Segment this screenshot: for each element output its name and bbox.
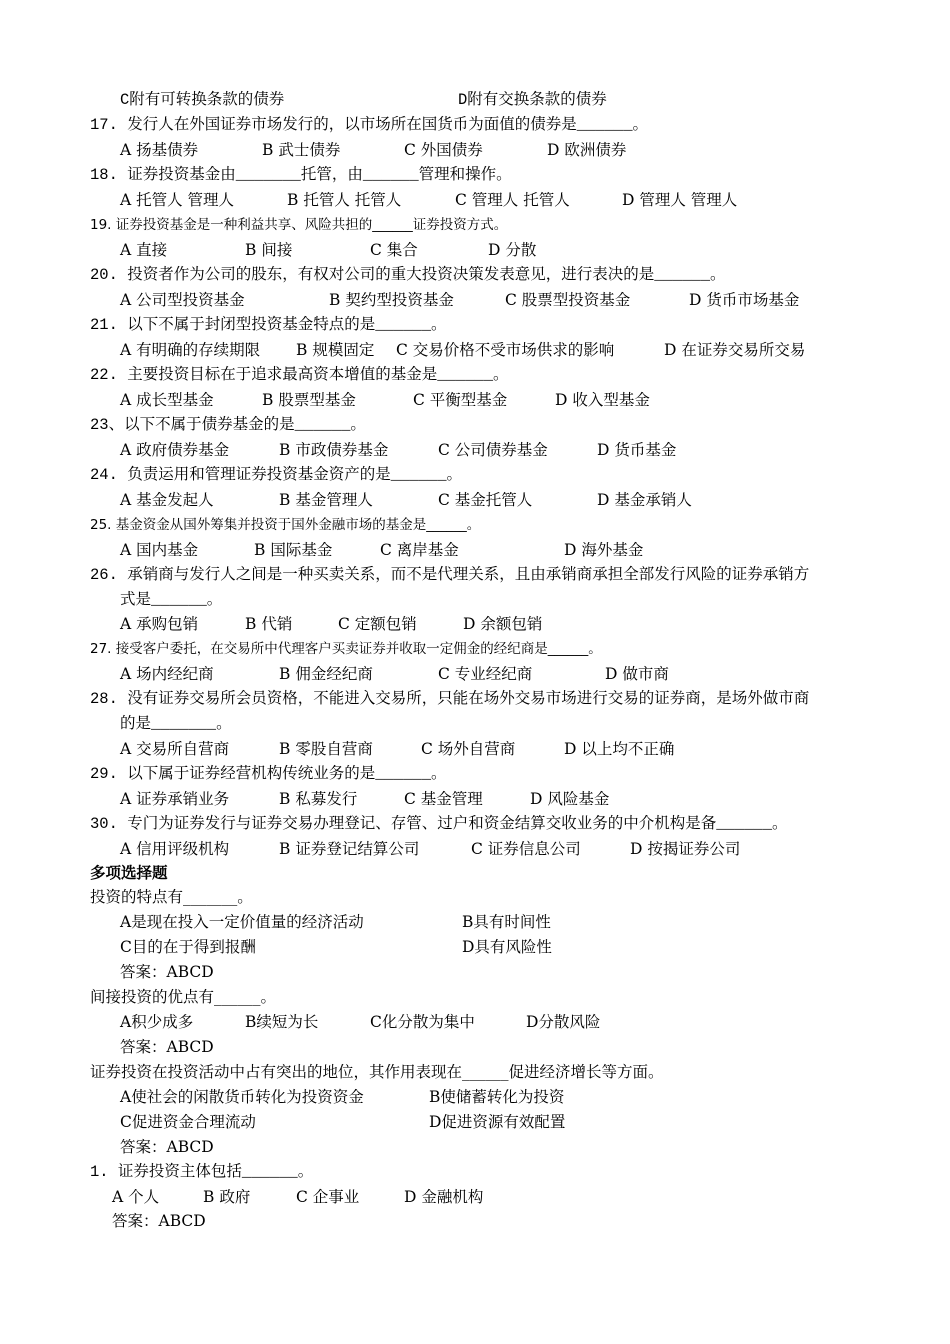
q25-option-d: D 海外基金: [564, 541, 644, 559]
question-17: 17. 发行人在外国证券市场发行的，以市场所在国货币为面值的债券是______。: [90, 116, 649, 134]
m1-option-a: A是现在投入一定价值量的经济活动: [120, 913, 364, 931]
q28-option-c: C 场外自营商: [421, 740, 516, 758]
question-27: 27. 接受客户委托，在交易所中代理客户买卖证券并收取一定佣金的经纪商是______。: [90, 641, 602, 657]
question-22: 22. 主要投资目标在于追求最高资本增值的基金是______。: [90, 366, 509, 384]
multi-question-1: 投资的特点有_______。: [90, 888, 253, 906]
section-heading-multiple-choice: 多项选择题: [90, 864, 168, 882]
q29-option-a: A 证券承销业务: [120, 790, 230, 808]
m2-option-b: B续短为长: [245, 1013, 319, 1031]
q25-option-b: B 国际基金: [254, 541, 333, 559]
question-29: 29. 以下属于证券经营机构传统业务的是______。: [90, 765, 447, 783]
q28-option-b: B 零股自营商: [279, 740, 373, 758]
multi-question-2: 间接投资的优点有______。: [90, 988, 277, 1006]
q21-option-b: B 规模固定: [296, 341, 375, 359]
m2-option-d: D分散风险: [526, 1013, 601, 1031]
q30-option-d: D 按揭证券公司: [630, 840, 741, 858]
q19-option-b: B 间接: [245, 241, 293, 259]
q23-option-d: D 货币基金: [597, 441, 677, 459]
multi-question-4: 1. 证券投资主体包括______。: [90, 1163, 314, 1181]
q26-option-d: D 余额包销: [463, 615, 543, 633]
m1-answer: 答案：ABCD: [120, 963, 214, 981]
q22-option-d: D 收入型基金: [555, 391, 650, 409]
q21-option-d: D 在证券交易所交易: [664, 341, 806, 359]
q20-option-a: A 公司型投资基金: [120, 291, 245, 309]
q30-option-a: A 信用评级机构: [120, 840, 230, 858]
m4-option-c: C 企事业: [296, 1188, 360, 1206]
q27-option-d: D 做市商: [605, 665, 669, 683]
q17-option-d: D 欧洲债券: [547, 141, 627, 159]
m3-option-d: D促进资源有效配置: [429, 1113, 566, 1131]
q19-option-c: C 集合: [370, 241, 418, 259]
m3-option-b: B使储蓄转化为投资: [429, 1088, 565, 1106]
q18-option-b: B 托管人 托管人: [287, 191, 402, 209]
q22-option-c: C 平衡型基金: [413, 391, 508, 409]
q20-option-d: D 货币市场基金: [689, 291, 800, 309]
m1-option-c: C目的在于得到报酬: [120, 938, 256, 956]
m2-option-a: A积少成多: [120, 1013, 194, 1031]
q27-option-a: A 场内经纪商: [120, 665, 214, 683]
q23-option-a: A 政府债券基金: [120, 441, 230, 459]
q27-option-c: C 专业经纪商: [438, 665, 533, 683]
q25-option-c: C 离岸基金: [380, 541, 459, 559]
m2-option-c: C化分散为集中: [370, 1013, 475, 1031]
q19-option-d: D 分散: [488, 241, 537, 259]
q30-option-b: B 证券登记结算公司: [279, 840, 420, 858]
q16-option-c: C附有可转换条款的债券: [120, 91, 285, 109]
q29-option-d: D 风险基金: [530, 790, 610, 808]
q24-option-c: C 基金托管人: [438, 491, 533, 509]
q29-option-c: C 基金管理: [404, 790, 483, 808]
question-26-cont: 式是______。: [120, 591, 223, 609]
m3-option-a: A使社会的闲散货币转化为投资资金: [120, 1088, 364, 1106]
question-30: 30. 专门为证券发行与证券交易办理登记、存管、过户和资金结算交收业务的中介机构是备______。: [90, 815, 788, 833]
question-25: 25. 基金资金从国外筹集并投资于国外金融市场的基金是______。: [90, 517, 481, 533]
q24-option-b: B 基金管理人: [279, 491, 373, 509]
q24-option-d: D 基金承销人: [597, 491, 692, 509]
q16-option-d: D附有交换条款的债券: [458, 91, 607, 109]
q28-option-a: A 交易所自营商: [120, 740, 230, 758]
q30-option-c: C 证券信息公司: [471, 840, 581, 858]
question-20: 20. 投资者作为公司的股东，有权对公司的重大投资决策发表意见，进行表决的是______。: [90, 266, 726, 284]
m4-option-b: B 政府: [203, 1188, 251, 1206]
q19-option-a: A 直接: [120, 241, 168, 259]
q22-option-a: A 成长型基金: [120, 391, 214, 409]
q17-option-b: B 武士债券: [262, 141, 341, 159]
m2-answer: 答案：ABCD: [120, 1038, 214, 1056]
question-28-cont: 的是_______。: [120, 715, 232, 733]
q28-option-d: D 以上均不正确: [564, 740, 675, 758]
multi-question-3: 证券投资在投资活动中占有突出的地位，其作用表现在______促进经济增长等方面。: [90, 1063, 664, 1081]
q18-option-c: C 管理人 托管人: [455, 191, 570, 209]
q26-option-a: A 承购包销: [120, 615, 199, 633]
q26-option-b: B 代销: [245, 615, 293, 633]
q20-option-c: C 股票型投资基金: [505, 291, 631, 309]
q26-option-c: C 定额包销: [338, 615, 417, 633]
q17-option-c: C 外国债券: [404, 141, 483, 159]
q23-option-c: C 公司债券基金: [438, 441, 548, 459]
q27-option-b: B 佣金经纪商: [279, 665, 373, 683]
q25-option-a: A 国内基金: [120, 541, 199, 559]
q17-option-a: A 扬基债券: [120, 141, 199, 159]
q20-option-b: B 契约型投资基金: [329, 291, 454, 309]
m4-option-d: D 金融机构: [404, 1188, 484, 1206]
question-28: 28. 没有证券交易所会员资格，不能进入交易所，只能在场外交易市场进行交易的证券商，是场外做市商: [90, 690, 810, 708]
question-23: 23、以下不属于债券基金的是______。: [90, 416, 366, 434]
q21-option-c: C 交易价格不受市场供求的影响: [396, 341, 615, 359]
q24-option-a: A 基金发起人: [120, 491, 214, 509]
question-24: 24. 负责运用和管理证券投资基金资产的是______。: [90, 466, 463, 484]
q29-option-b: B 私募发行: [279, 790, 358, 808]
question-19: 19. 证券投资基金是一种利益共享、风险共担的______证券投资方式。: [90, 217, 508, 233]
m3-option-c: C促进资金合理流动: [120, 1113, 256, 1131]
q22-option-b: B 股票型基金: [262, 391, 356, 409]
question-21: 21. 以下不属于封闭型投资基金特点的是______。: [90, 316, 447, 334]
m4-answer: 答案：ABCD: [112, 1212, 206, 1230]
question-26: 26. 承销商与发行人之间是一种买卖关系，而不是代理关系，且由承销商承担全部发行风险的证券承销方: [90, 566, 810, 584]
m1-option-b: B具有时间性: [462, 913, 551, 931]
m1-option-d: D具有风险性: [462, 938, 552, 956]
q18-option-a: A 托管人 管理人: [120, 191, 235, 209]
q18-option-d: D 管理人 管理人: [622, 191, 738, 209]
question-18: 18. 证券投资基金由_______托管，由______管理和操作。: [90, 166, 512, 184]
q21-option-a: A 有明确的存续期限: [120, 341, 261, 359]
m4-option-a: A 个人: [112, 1188, 160, 1206]
q23-option-b: B 市政债券基金: [279, 441, 389, 459]
m3-answer: 答案：ABCD: [120, 1138, 214, 1156]
